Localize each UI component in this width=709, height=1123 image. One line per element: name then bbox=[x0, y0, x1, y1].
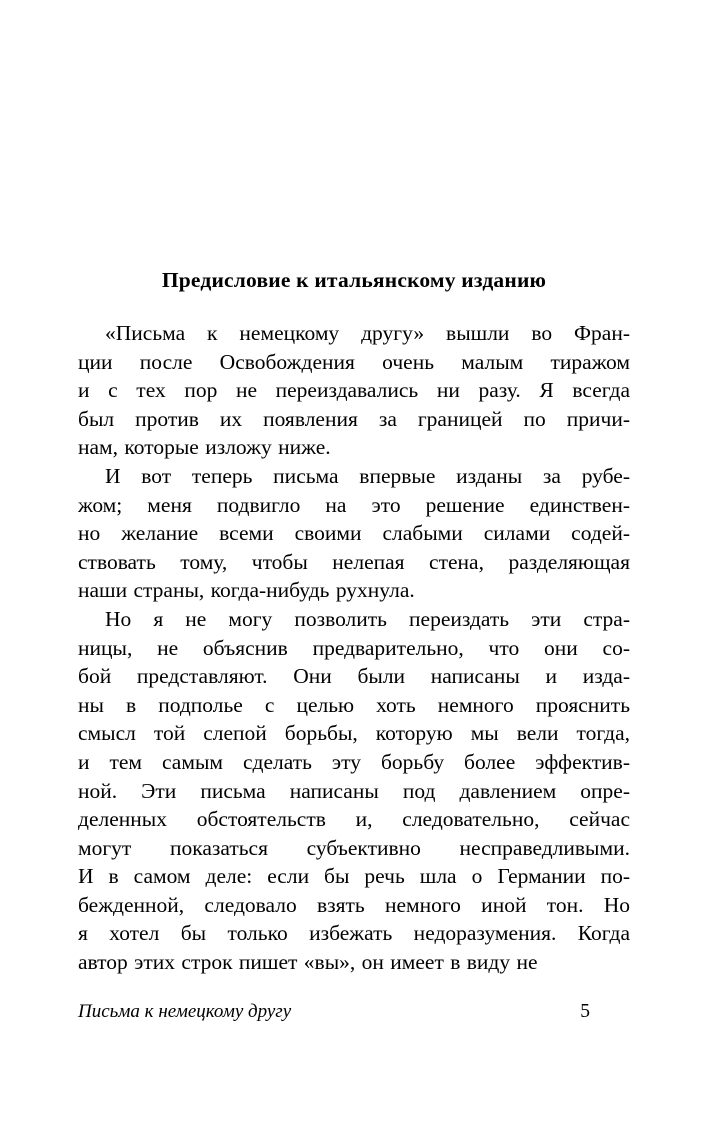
text-line: ции после Освобождения очень малым тиражом bbox=[78, 349, 630, 374]
text-line: И вот теперь письма впервые изданы за рубе- bbox=[105, 463, 630, 488]
page-content bbox=[78, 265, 630, 977]
running-title: Письма к немецкому другу bbox=[78, 1001, 292, 1022]
text-line: автор этих строк пишет «вы», он имеет в виду не bbox=[78, 950, 538, 975]
text-line: Но я не могу позволить переиздать эти стра- bbox=[105, 606, 630, 631]
paragraph bbox=[78, 462, 630, 605]
text-line: И в самом деле: если бы речь шла о Германии по- bbox=[78, 864, 630, 889]
text-line: бой представляют. Они были написаны и изда- bbox=[78, 664, 630, 689]
text-line: ной. Эти письма написаны под давлением опре- bbox=[78, 778, 630, 803]
text-line: я хотел бы только избежать недоразумения. Когда bbox=[78, 921, 630, 946]
footer bbox=[78, 1000, 630, 1024]
text-line: могут показаться субъективно несправедливыми. bbox=[78, 835, 630, 860]
text-line: был против их появления за границей по причи- bbox=[78, 406, 630, 431]
paragraph bbox=[78, 319, 630, 462]
paragraph bbox=[78, 605, 630, 977]
text-line: жом; меня подвигло на это решение единствен- bbox=[78, 492, 630, 517]
page-number: 5 bbox=[580, 1001, 590, 1022]
text-line: наши страны, когда-нибудь рухнула. bbox=[78, 578, 415, 603]
text-line: но желание всеми своими слабыми силами содей- bbox=[78, 521, 630, 546]
text-line: нам, которые изложу ниже. bbox=[78, 435, 331, 460]
page-title: Предисловие к итальянскому изданию bbox=[161, 268, 547, 292]
text-line: деленных обстоятельств и, следовательно, сейчас bbox=[78, 807, 630, 832]
text-line: смысл той слепой борьбы, которую мы вели тогда, bbox=[78, 721, 630, 746]
text-line: бежденной, следовало взять немного иной тон. Но bbox=[78, 892, 630, 917]
text-line: ны в подполье с целью хоть немного прояснить bbox=[78, 692, 630, 717]
text-line: ницы, не объяснив предварительно, что они со- bbox=[78, 635, 630, 660]
text-line: «Письма к немецкому другу» вышли во Фран- bbox=[105, 321, 630, 345]
page-body bbox=[78, 319, 630, 977]
text-line: и тем самым сделать эту борьбу более эффектив- bbox=[78, 749, 630, 774]
text-line: ствовать тому, чтобы нелепая стена, разделяющая bbox=[78, 549, 630, 574]
text-line: и с тех пор не переиздавались ни разу. Я всегда bbox=[78, 378, 630, 403]
